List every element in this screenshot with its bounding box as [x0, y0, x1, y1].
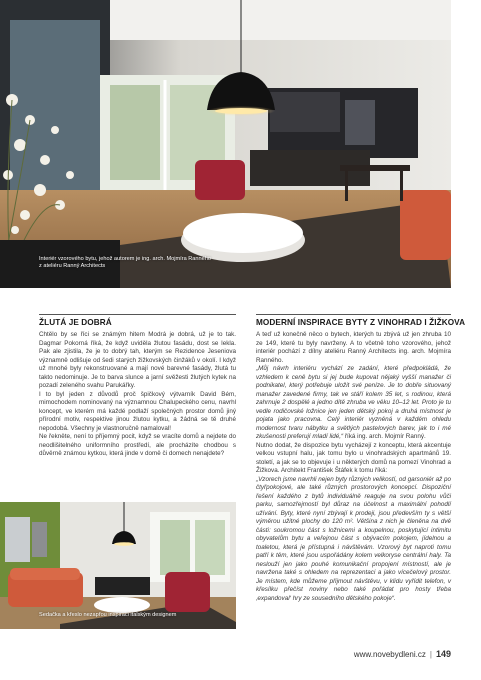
- heading-rule-right: [256, 314, 451, 315]
- page-number: 149: [435, 649, 451, 659]
- right-quote-1: „Můj návrh interiéru vychází ze zadání, které předpokládá, že vzhledem k ceně bytu si jej bude kupovat nějaký vyšší manažer či podnikatel, který potřebuje uložit své peníze. Je to dobře situovaný manažer zavedené firmy, tak ve stáří kolem 35 let, s rodinou, která zahrnuje 2 dospělé a jedno dítě zhruba ve věku 10–12 let. Proto je tu vedle rodičovské ložnice jen jeden dětský pokoj a druhá místnost je pojata jako pracovna. Celý interiér vyzněná v každém ohledu modernost tvaru nábytku a světlých pastelových barev, jak to i mé zkušenosti preferují mladí lidé,“ říká ing. arch. Mojmír Ranný.: [256, 365, 451, 440]
- section-heading-left: ŽLUTÁ JE DOBRÁ: [39, 318, 112, 327]
- left-paragraph-1: Chtělo by se říci se známým hitem Modrá je dobrá, už je to tak. Dagmar Pokorná říká, že když uviděla žlutou fasádu, dost se lekla. Pak ale zjistila, že je to dobrý tah, kterým se Rezidence Jeseniova významně odlišuje od šedi starých žižkovských činžáků v okolí. I když už mnohé byly rekonstruované a mají nové barevné fasády, žlutá tu takto nedominuje. Je to barva slunce a jarní svěžesti žlutých kytek na pozadí zeleného svahu Parukářky.: [39, 331, 236, 389]
- left-paragraph-3: Ne řekněte, není to příjemný pocit, když se vracíte domů a nejdete do neodlišitelného uniformního prostředí, ale procházíte chodbou s důvěrně známou kytkou, která jinde v domě či domech nenajdete?: [39, 433, 236, 457]
- right-column-text: [256, 331, 451, 603]
- photo-caption-bottom: Sedačka a křeslo nezapřou inspiraci italským designem: [39, 612, 177, 618]
- interior-photo-bottom: [0, 502, 236, 629]
- page-footer: [354, 649, 451, 659]
- interior-photo-top: [0, 0, 451, 288]
- section-heading-right: MODERNÍ INSPIRACE BYTY Z VINOHRAD I ŽIŽKOVA: [256, 318, 466, 327]
- heading-rule-left: [39, 314, 236, 315]
- left-column-text: [39, 331, 236, 459]
- photo-caption-top: Interiér vzorového bytu, jehož autorem je ing. arch. Mojmíra Ranného z ateliéru Ranný Architects: [39, 256, 211, 270]
- left-paragraph-2: I to byl jeden z důvodů proč špičkový výtvarník David Bém, mimochodem nominovaný na významnou Chalupeckého cenu, navrhl koncept, ve kterém má každé podlaží společných prostor domů jiný přírodní motiv, respektive jinou žlutou kytku, a žádná se tě druhé nepodobá. Všechny je vlastnoručně namaloval!: [39, 390, 236, 432]
- right-paragraph-3: Nutno dodat, že dispozice bytu vycházejí z konceptu, která akcentuje velkou vstupní halu, jak tomu bylo u vinohradských apartmánů 19. století, a jak se to objevuje i u některých domů na pomezí Vinohrad a Žižkova. Architekt František Štáfek k tomu říká:: [256, 441, 451, 474]
- footer-url[interactable]: www.novebydleni.cz: [353, 650, 426, 659]
- right-paragraph-1: A teď už konečně něco o bytech, kterých tu zbývá už jen zhruba 10 ze 149, které tu byly navrženy. A to včetně toho vzorového, jehož interiér pochází z dílny ateliéru Ranný Architects ing. arch. Mojmíra Ranného.: [256, 331, 451, 364]
- right-quote-2: „Vzorech jsme navrhli nejen byty různých velikostí, od garsoniér až po čtyřpokojové, ale také různých prostorových koncepcí. Dispoziční řešení každého z bytů individuálně reaguje na svou polohu vůči parku, samozřejmostí byl důraz na účelnost a maximální pohodlí užívání. Byty, které nyní zbývají k prodeji, jsou především ty s větší výměrou užitné plochy do 120 m². Většina z nich je členěna na dvě části: soukromou část s ložnicemi a koupelnou, poskytující intimitu obyvatelům bytu a veřejnou část s obývacím pokojem, jídelnou a toaletou, která je přístupná i návštěvám. Vzorový byt naproti tomu patří k těm, které jsou uspořádány kolem velkoryse centrální haly. Ta neslouží jen jako pouhé komunikační propojení místností, ale je navržena také s ohledem na reprezentaci a jako vícečelový prostor. Je místem, kde můžeme přijmout návštěvu, v klidu vyřídit telefon, v křesílku přečíst noviny nebo také pořádat pro hosty třeba ‚expandoval‘ hry ze sousedního dětského pokoje“.: [256, 475, 451, 602]
- footer-separator: |: [429, 650, 432, 659]
